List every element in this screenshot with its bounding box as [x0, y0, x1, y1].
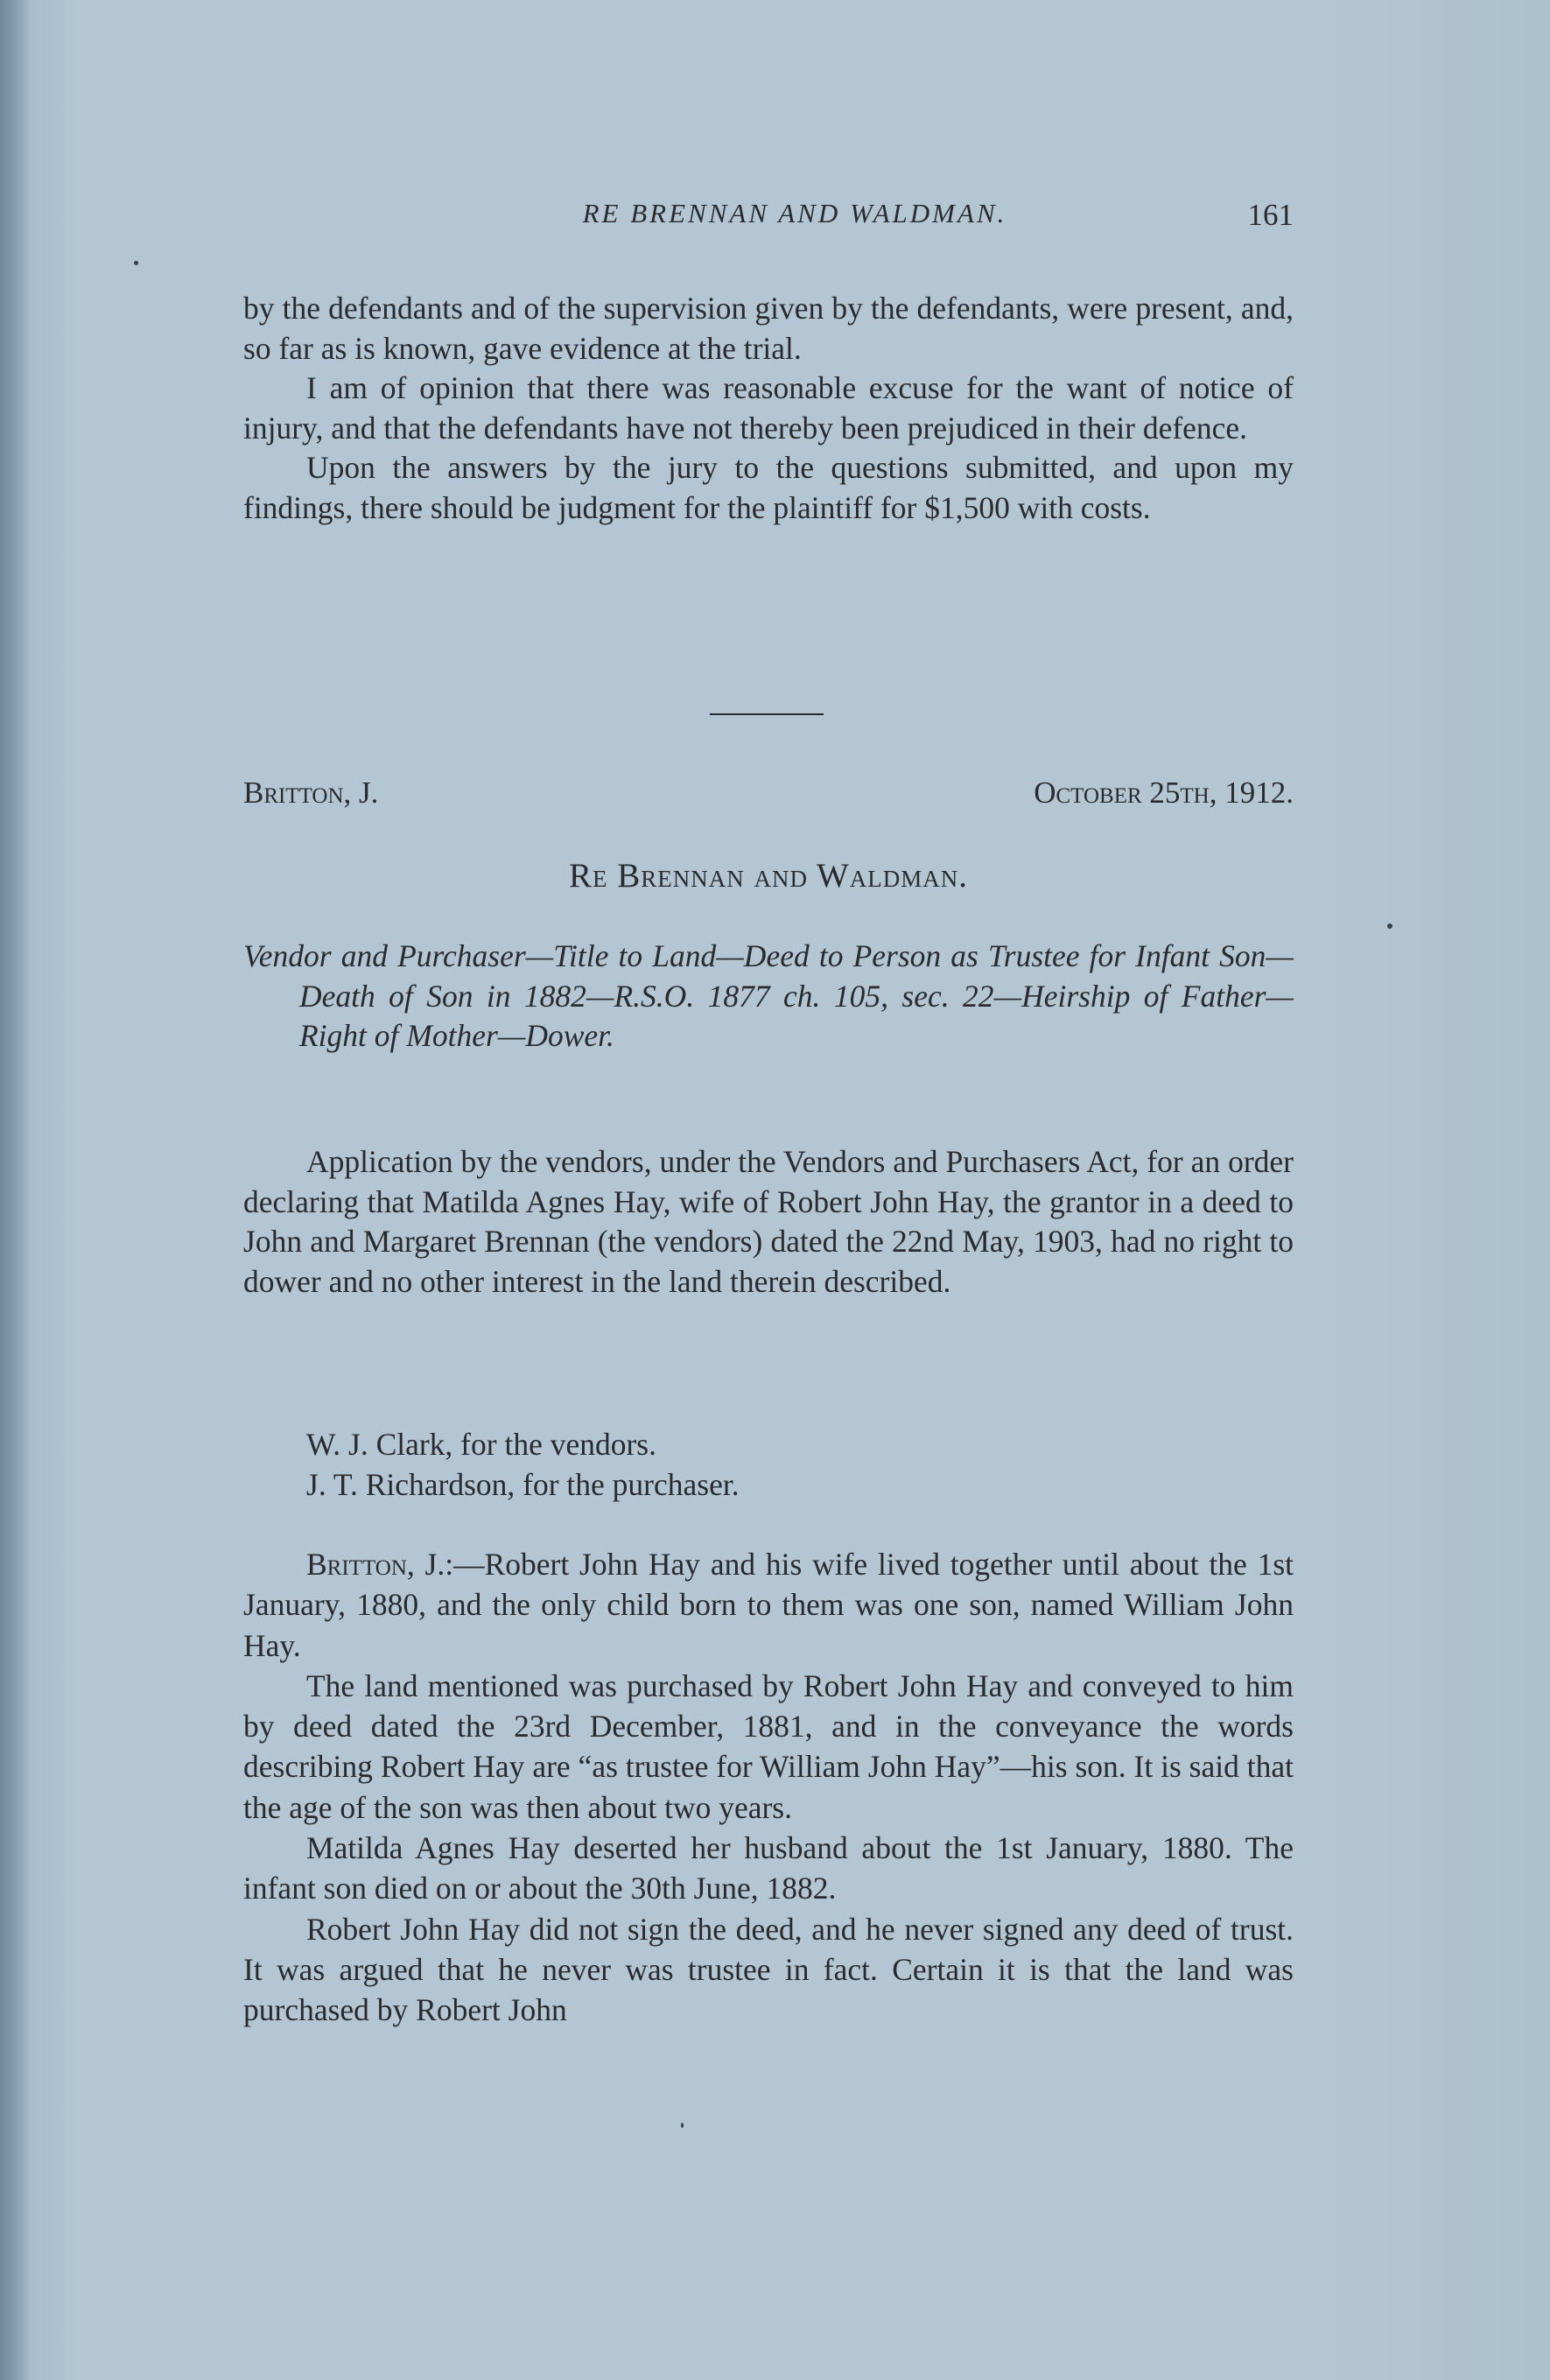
paper-speck	[134, 261, 138, 265]
judgment-paragraph-1	[243, 1544, 1294, 1666]
judgment-judge-label: Britton, J.	[306, 1547, 445, 1582]
counsel-purchaser: J. T. Richardson, for the purchaser.	[306, 1467, 740, 1502]
case-title: Re Brennan and Waldman.	[568, 857, 969, 895]
page-header	[243, 198, 1294, 250]
paper-speck	[1387, 923, 1392, 929]
judgment-paragraph-1-text: :—Robert John Hay and his wife lived together until about the 1st January, 1880, and the only child born to them was one son, named William John Hay.	[243, 1547, 1294, 1663]
counsel-list	[306, 1424, 1269, 1505]
continuation-paragraph-1: by the defendants and of the supervision given by the defendants, were present, and, so far as is known, gave evidence at the trial.	[243, 291, 1294, 366]
judge-name: Britton, J.	[243, 776, 379, 810]
running-head: RE BRENNAN AND WALDMAN.	[582, 198, 1007, 228]
judgment-paragraph-4: Robert John Hay did not sign the deed, and he never signed any deed of trust. It was argued that he never was trustee in fact. Certain it is that the land was purchased by Robert John	[243, 1911, 1294, 2028]
counsel-vendors: W. J. Clark, for the vendors.	[306, 1427, 656, 1462]
continuation-paragraph-2: I am of opinion that there was reasonable excuse for the want of notice of injury, and that the defendants have not thereby been prejudiced in their defence.	[243, 370, 1294, 446]
judgment-paragraph-2: The land mentioned was purchased by Robert John Hay and conveyed to him by deed dated the 23rd December, 1881, and in the conveyance the words describing Robert Hay are “as trustee for William John Hay”—his son. It is said that the age of the son was then about two years.	[243, 1667, 1294, 1825]
application-paragraph: Application by the vendors, under the Vendors and Purchasers Act, for an order declaring that Matilda Agnes Hay, wife of Robert John Hay, the grantor in a deed to John and Margaret Brennan (the vendors) dated the 22nd May, 1903, had no right to dower and no other interest in the land therein described.	[243, 1144, 1294, 1299]
paper-speck	[681, 2123, 684, 2128]
headnote: Vendor and Purchaser—Title to Land—Deed to Person as Trustee for Infant Son—Death of Son in 1882—R.S.O. 1877 ch. 105, sec. 22—Heirship of Father—Right of Mother—Dower.	[243, 938, 1294, 1053]
judgment-paragraph-3: Matilda Agnes Hay deserted her husband about the 1st January, 1880. The infant son died on or about the 30th June, 1882.	[243, 1830, 1294, 1906]
previous-case-conclusion	[243, 289, 1294, 528]
continuation-paragraph-3: Upon the answers by the jury to the questions submitted, and upon my findings, there should be judgment for the plaintiff for $1,500 with costs.	[243, 450, 1294, 525]
judgment-text	[243, 1544, 1294, 2031]
page-number: 161	[1247, 198, 1294, 232]
section-divider	[710, 713, 824, 715]
decision-date: October 25th, 1912.	[1034, 776, 1294, 810]
page-binding-shadow	[0, 0, 30, 2380]
